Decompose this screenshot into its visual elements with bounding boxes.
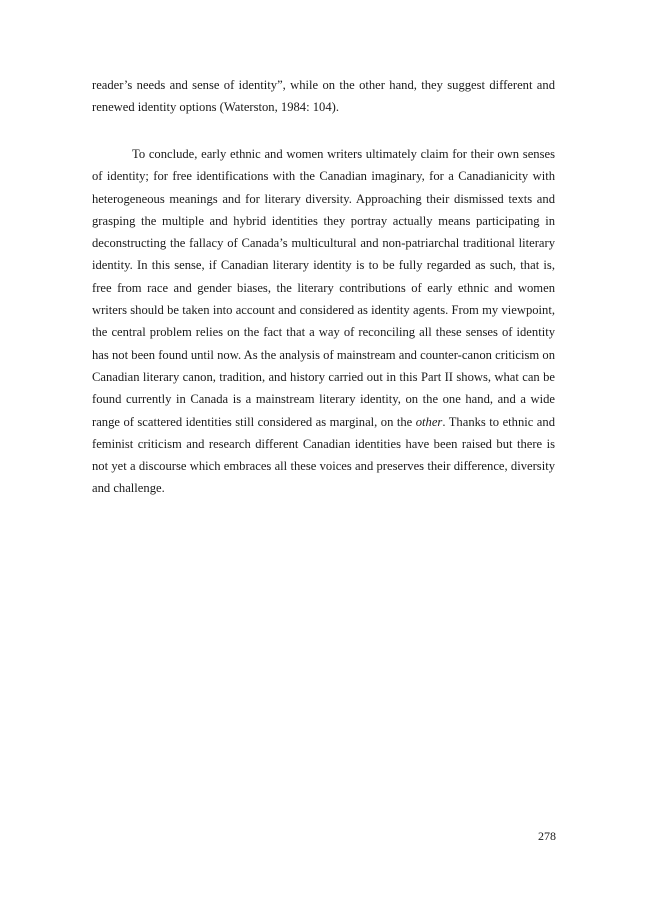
paragraph-continuation (92, 74, 555, 119)
page-number: 278 (538, 829, 556, 843)
paragraph-text: To conclude, early ethnic and women writers ultimately claim for their own senses of identity; for free identifications with the Canadian imaginary, for a Canadianicity with heterogeneous meanings and for literary diversity. Approaching their dismissed texts and grasping the multiple and hybrid identities they portray actually means participating in deconstructing the fallacy of Canada’s multicultural and non-patriarchal traditional literary identity. In this sense, if Canadian literary identity is to be fully regarded as such, that is, free from race and gender biases, the literary contributions of early ethnic and women writers should be taken into account and considered as identity agents. From my viewpoint, the central problem relies on the fact that a way of reconciling all these senses of identity has not been found until now. As the analysis of mainstream and counter-canon criticism on Canadian literary canon, tradition, and history carried out in this Part II shows, what can be found currently in Canada is a mainstream literary identity, on the one hand, and a wide range of scattered identities still considered as marginal, on the (92, 147, 555, 429)
emphasized-word: other (415, 414, 443, 429)
paragraph-text: reader’s needs and sense of identity”, while on the other hand, they suggest different and renewed identity options (Waterston, 1984: 104). (92, 78, 555, 115)
paragraph-conclusion (92, 143, 555, 500)
paragraph-text-end: . Thanks to ethnic and feminist criticism and research different Canadian identities have been raised but there is not yet a discourse which embraces all these voices and preserves their difference, diversity and challenge. (92, 414, 555, 496)
